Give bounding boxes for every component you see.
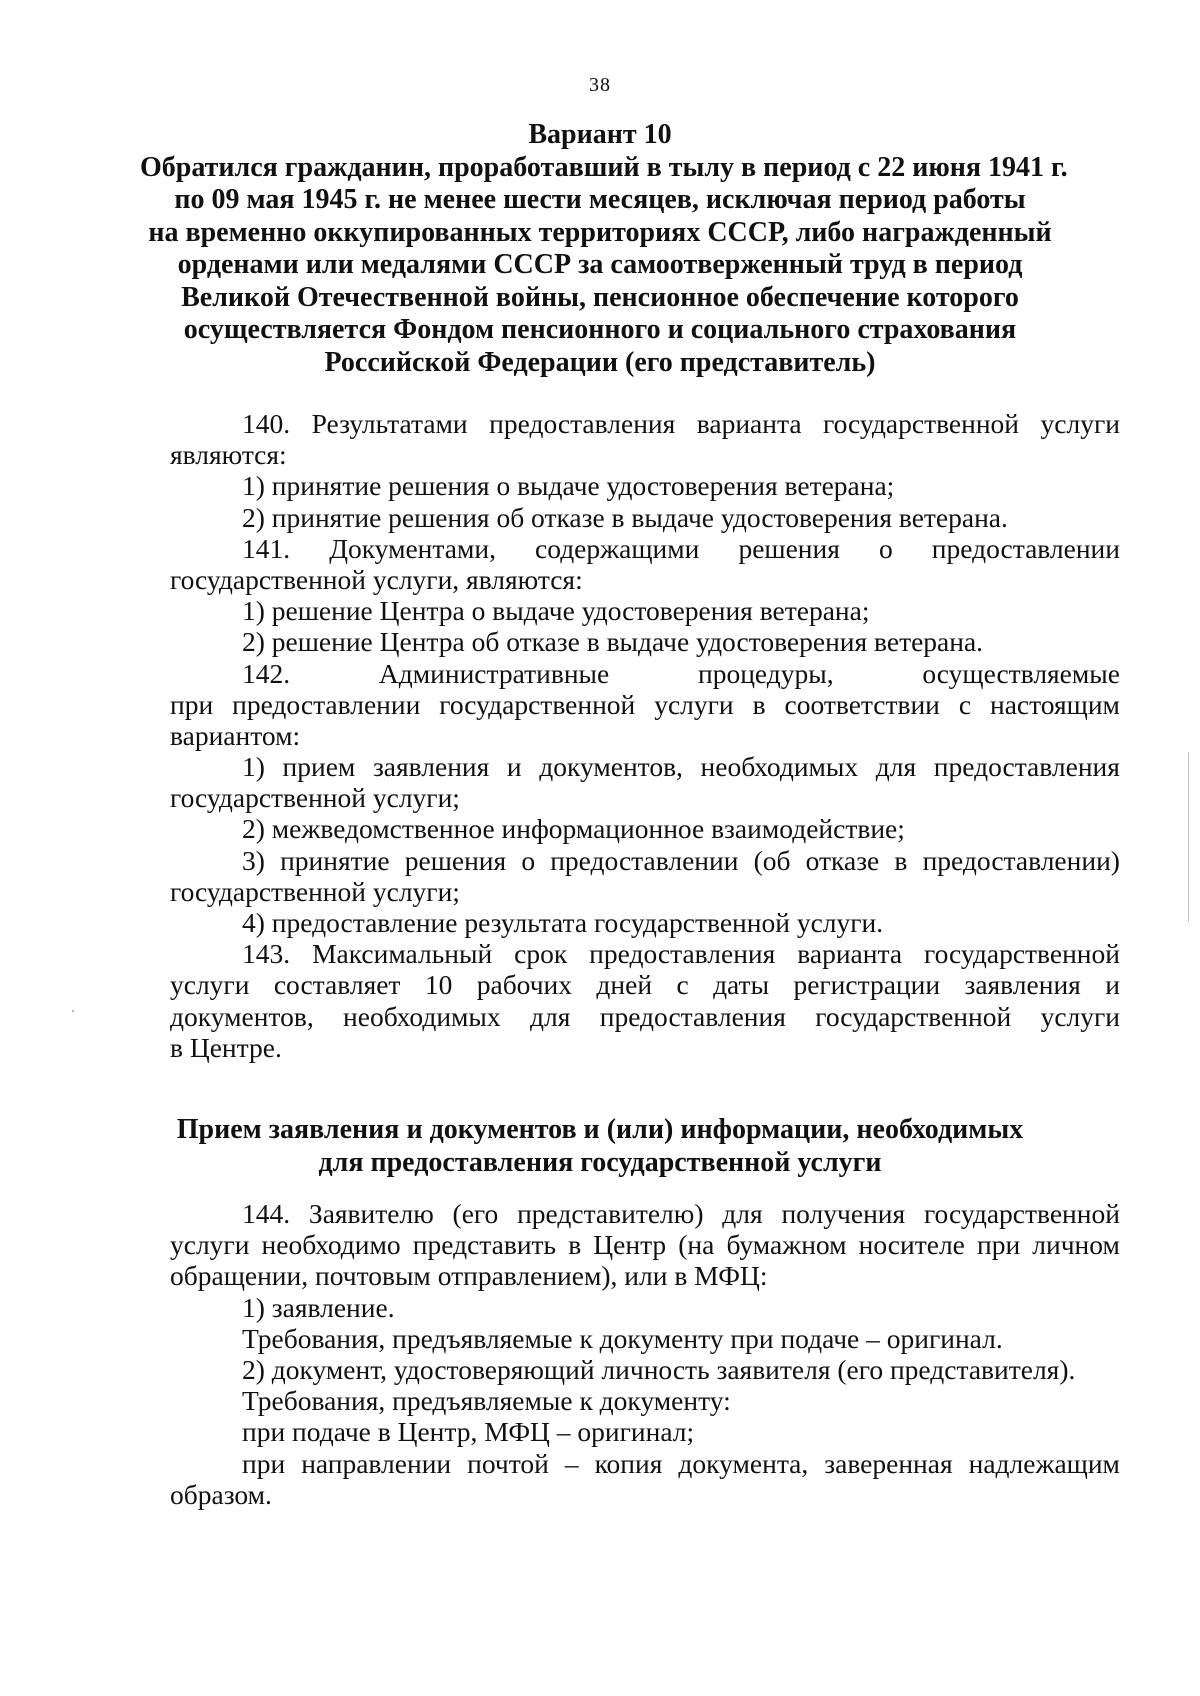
para-144-requirement: Требования, предъявляемые к документу при подаче – оригинал.	[242, 1322, 1003, 1354]
variant-heading-line: по 09 мая 1945 г. не менее шести месяцев, исключая период работы	[174, 184, 1026, 215]
page-number: 38	[589, 74, 611, 96]
para-142-item: 4) предоставление результата государственной услуги.	[242, 907, 884, 938]
scan-dot-mark	[72, 1010, 74, 1012]
variant-heading-line: Обратился гражданин, проработавший в тылу в период с 22 июня 1941 г.	[140, 151, 1068, 183]
para-144-requirement: Требования, предъявляемые к документу:	[242, 1385, 731, 1417]
para-140-line: 140. Результатами предоставления варианта государственной услуги	[242, 408, 1120, 439]
scan-edge-mark	[1188, 752, 1189, 922]
para-141-item: 2) решение Центра об отказе в выдаче удостоверения ветерана.	[242, 626, 984, 658]
para-142-item: 3) принятие решения о предоставлении (об отказе в предоставлении)	[242, 844, 1120, 876]
para-141-line: 141. Документами, содержащими решения о предоставлении	[242, 532, 1120, 564]
section-heading-line: Прием заявления и документов и (или) информации, необходимых	[176, 1114, 1024, 1145]
para-142-line: 142. Административные процедуры, осуществляемые	[242, 657, 1120, 689]
variant-heading-line: орденами или медалями СССР за самоотверженный труд в период	[177, 249, 1023, 280]
para-144-item: 1) заявление.	[242, 1291, 395, 1323]
para-140-item: 1) принятие решения о выдаче удостоверения ветерана;	[242, 470, 895, 502]
para-140-continuation: являются:	[170, 439, 287, 471]
para-142-item-continuation: государственной услуги;	[170, 875, 460, 907]
variant-heading-line: Российской Федерации (его представитель)	[324, 346, 876, 378]
body-paragraphs-140-143	[170, 408, 1120, 1063]
para-144-requirement-continuation: образом.	[170, 1478, 272, 1510]
para-144-line: 144. Заявителю (его представителю) для получения государственной	[242, 1198, 1120, 1229]
body-paragraph-144	[170, 1198, 1120, 1510]
variant-heading-line: Великой Отечественной войны, пенсионное обеспечение которого	[181, 281, 1019, 313]
para-141-item: 1) решение Центра о выдаче удостоверения ветерана;	[242, 595, 870, 627]
para-144-requirement: при направлении почтой – копия документа, заверенная надлежащим	[242, 1447, 1120, 1479]
variant-heading-line: осуществляется Фондом пенсионного и социального страхования	[183, 314, 1017, 345]
para-142-item-continuation: государственной услуги;	[170, 782, 460, 814]
para-143-line: 143. Максимальный срок предоставления варианта государственной	[242, 938, 1120, 970]
variant-heading	[140, 119, 1068, 379]
variant-title: Вариант 10	[528, 119, 672, 150]
section-heading-line: для предоставления государственной услуги	[318, 1146, 882, 1178]
para-142-continuation: вариантом:	[170, 719, 301, 751]
para-140-item: 2) принятие решения об отказе в выдаче удостоверения ветерана.	[242, 501, 1008, 533]
para-144-line: услуги необходимо представить в Центр (на бумажном носителе при личном	[170, 1229, 1120, 1261]
para-143-line: услуги составляет 10 рабочих дней с даты регистрации заявления и	[170, 969, 1120, 1001]
section-heading	[140, 1114, 1060, 1179]
para-143-line: в Центре.	[170, 1031, 282, 1063]
para-143-line: документов, необходимых для предоставления государственной услуги	[170, 1000, 1120, 1032]
variant-heading-line: на временно оккупированных территориях СССР, либо награжденный	[148, 216, 1052, 248]
para-142-line: при предоставлении государственной услуги в соответствии с настоящим	[170, 688, 1120, 720]
para-141-continuation: государственной услуги, являются:	[170, 563, 583, 595]
para-144-line: обращении, почтовым отправлением), или в МФЦ:	[170, 1260, 768, 1292]
para-142-item: 2) межведомственное информационное взаимодействие;	[242, 813, 905, 845]
para-144-item: 2) документ, удостоверяющий личность заявителя (его представителя).	[242, 1353, 1076, 1385]
para-144-requirement: при подаче в Центр, МФЦ – оригинал;	[242, 1416, 695, 1448]
para-142-item: 1) прием заявления и документов, необходимых для предоставления	[242, 751, 1120, 783]
